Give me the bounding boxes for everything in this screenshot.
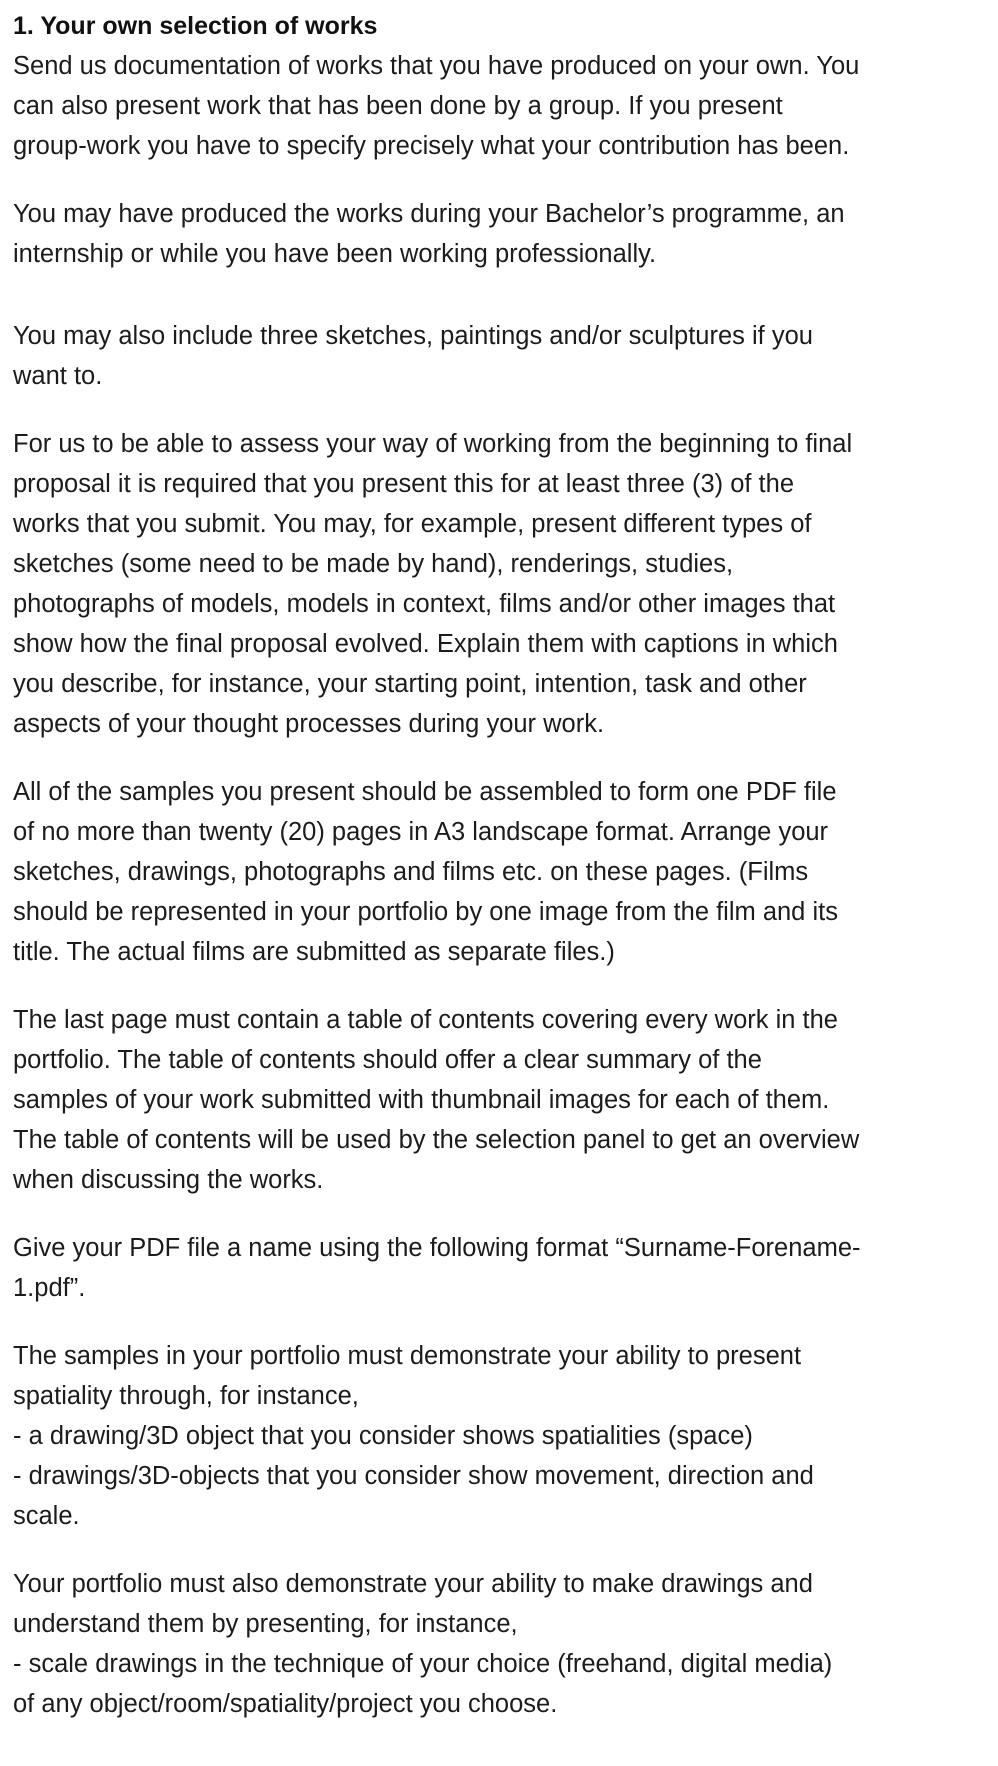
text-line: internship or while you have been working professionally. <box>13 240 657 268</box>
paragraph-drawings <box>13 1564 993 1724</box>
text-line: scale. <box>13 1502 80 1530</box>
list-item: - drawings/3D-objects that you consider show movement, direction and <box>13 1462 814 1490</box>
text-line: Give your PDF file a name using the following format “Surname-Forename- <box>13 1234 861 1262</box>
text-line: sketches, drawings, photographs and films etc. on these pages. (Films <box>13 858 809 886</box>
text-line: The samples in your portfolio must demonstrate your ability to present <box>13 1342 802 1370</box>
paragraph-bachelor <box>13 194 993 274</box>
text-line: 1.pdf”. <box>13 1274 86 1302</box>
text-line: should be represented in your portfolio by one image from the film and its <box>13 898 838 926</box>
text-line: of no more than twenty (20) pages in A3 landscape format. Arrange your <box>13 818 829 846</box>
text-line: show how the final proposal evolved. Explain them with captions in which <box>13 630 838 658</box>
text-line: of any object/room/spatiality/project you choose. <box>13 1690 558 1718</box>
text-line: photographs of models, models in context, films and/or other images that <box>13 590 836 618</box>
text-line: you describe, for instance, your starting point, intention, task and other <box>13 670 807 698</box>
paragraph-file-naming <box>13 1228 993 1308</box>
list-item: - scale drawings in the technique of your choice (freehand, digital media) <box>13 1650 833 1678</box>
text-line: portfolio. The table of contents should offer a clear summary of the <box>13 1046 762 1074</box>
paragraph-pdf-format <box>13 772 993 972</box>
text-line: Your portfolio must also demonstrate your ability to make drawings and <box>13 1570 813 1598</box>
paragraph-own-works <box>13 46 993 166</box>
text-line: The table of contents will be used by the selection panel to get an overview <box>13 1126 860 1154</box>
text-line: understand them by presenting, for instance, <box>13 1610 518 1638</box>
paragraph-spatiality <box>13 1336 993 1536</box>
text-line: proposal it is required that you present this for at least three (3) of the <box>13 470 794 498</box>
section-heading: 1. Your own selection of works <box>13 12 378 40</box>
text-line: sketches (some need to be made by hand), renderings, studies, <box>13 550 734 578</box>
text-line: title. The actual films are submitted as separate files.) <box>13 938 615 966</box>
text-line: Send us documentation of works that you have produced on your own. You <box>13 52 860 80</box>
text-line: when discussing the works. <box>13 1166 324 1194</box>
text-line: aspects of your thought processes during your work. <box>13 710 605 738</box>
text-line: works that you submit. You may, for example, present different types of <box>13 510 812 538</box>
paragraph-process <box>13 424 993 744</box>
text-line: You may have produced the works during your Bachelor’s programme, an <box>13 200 845 228</box>
text-line: You may also include three sketches, paintings and/or sculptures if you <box>13 322 813 350</box>
text-line: spatiality through, for instance, <box>13 1382 359 1410</box>
text-line: The last page must contain a table of contents covering every work in the <box>13 1006 838 1034</box>
list-item: - a drawing/3D object that you consider shows spatialities (space) <box>13 1422 753 1450</box>
document-page <box>13 6 993 1724</box>
text-line: want to. <box>13 362 103 390</box>
text-line: For us to be able to assess your way of working from the beginning to final <box>13 430 853 458</box>
text-line: can also present work that has been done by a group. If you present <box>13 92 783 120</box>
text-line: samples of your work submitted with thumbnail images for each of them. <box>13 1086 830 1114</box>
text-line: group-work you have to specify precisely what your contribution has been. <box>13 132 850 160</box>
paragraph-sketches <box>13 316 993 396</box>
text-line: All of the samples you present should be assembled to form one PDF file <box>13 778 837 806</box>
paragraph-table-of-contents <box>13 1000 993 1200</box>
